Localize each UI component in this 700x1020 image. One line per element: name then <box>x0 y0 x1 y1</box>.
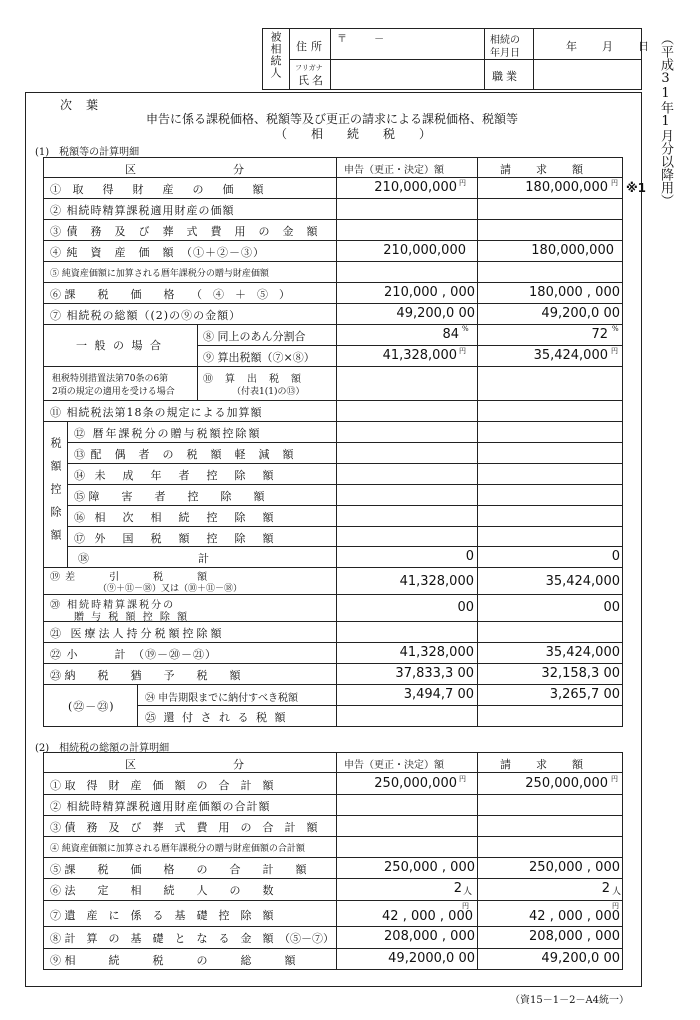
s1-row13-label: ⑬ 配 偶 者 の 税 額 軽 減 額 <box>74 448 295 461</box>
general-case-label: 一 般 の 場 合 <box>76 339 163 352</box>
s1-row22-declared[interactable]: 41,328,000 <box>399 645 474 660</box>
s2-row5-label: ⑤ 課 税 価 格 の 合 計 額 <box>50 863 307 876</box>
s1-row20-declared[interactable]: 00 <box>457 600 474 615</box>
s2-row9-claim[interactable]: 49,200,0 00 <box>541 951 620 966</box>
s1-row20-claim[interactable]: 00 <box>603 600 620 615</box>
form-title: 申告に係る課税価格、税額等及び更正の請求による課税価格、税額等 <box>146 112 519 126</box>
s1-col-claim: 請 求 額 <box>500 163 584 176</box>
s1-row6-declared[interactable]: 210,000 , 000 <box>384 285 475 300</box>
s1-row18-label: ⑱ 計 <box>78 552 210 565</box>
s1-row11-label: ⑪ 相続税法第18条の規定による加算額 <box>50 406 263 419</box>
note-mark: ※1 <box>626 181 647 195</box>
s1-row6-label: ⑥ 課 税 価 格 （ ④ ＋ ⑤ ） <box>50 288 290 301</box>
s2-row9-declared[interactable]: 49,2000,0 00 <box>388 951 475 966</box>
s1-row7-label: ⑦ 相続税の総額（(2)の⑨の金額） <box>50 309 242 322</box>
s1-row19-label-1: ⑲ 差 引 税 額 <box>50 572 209 583</box>
s2-col-claim: 請 求 額 <box>500 758 584 771</box>
s1-row4-declared[interactable]: 210,000,000 <box>383 243 466 258</box>
group-22-23-label: (㉒－㉓) <box>68 700 115 713</box>
inherit-date-label-2: 年月日 <box>490 48 520 59</box>
s1-row25-label: ㉕ 還 付 さ れ る 税 額 <box>145 711 288 724</box>
s1-row24-label: ㉔ 申告期限までに納付すべき税額 <box>145 693 298 704</box>
s1-row8-label: ⑧ 同上のあん分割合 <box>203 330 306 343</box>
yen-unit: 円 <box>459 775 466 783</box>
s1-row9-declared[interactable]: 41,328,000 <box>382 348 457 363</box>
s2-row8-claim[interactable]: 208,000 , 000 <box>529 929 620 944</box>
s2-row8-declared[interactable]: 208,000 , 000 <box>384 929 475 944</box>
s1-row1-claim[interactable]: 180,000,000 <box>525 180 608 195</box>
s1-row24-claim[interactable]: 3,265,7 00 <box>549 687 620 702</box>
address-label: 住所 <box>296 40 326 53</box>
postal-mark: 〒 － <box>337 34 386 45</box>
s2-row6-declared[interactable]: 2 <box>453 881 462 896</box>
s1-row19-claim[interactable]: 35,424,000 <box>545 574 620 589</box>
address-field[interactable] <box>331 29 483 58</box>
s2-row9-label: ⑨ 相 続 税 の 総 額 <box>50 954 296 967</box>
section1-heading: (1) 税額等の計算明細 <box>35 147 140 158</box>
s2-row1-declared[interactable]: 250,000,000 <box>374 776 457 791</box>
s2-row6-claim[interactable]: 2 <box>601 881 610 896</box>
s1-row7-declared[interactable]: 49,200,0 00 <box>396 306 475 321</box>
s1-row9-label: ⑨ 算出税額（⑦×⑧） <box>203 351 315 364</box>
side-note: （平成31年1月分以降用） <box>658 32 673 207</box>
special-case-label-1: 租税特別措置法第70条の6第 <box>52 374 169 384</box>
s2-row7-claim[interactable]: 42 , 000 , 000 <box>529 909 620 924</box>
s2-col-declared: 申告（更正・決定）額 <box>344 760 444 771</box>
decedent-vertical-label: 被相続人 <box>269 31 282 79</box>
s1-row8-claim[interactable]: 72 <box>591 327 608 342</box>
s1-row1-declared[interactable]: 210,000,000 <box>374 180 457 195</box>
yen-unit: 円 <box>459 347 466 355</box>
occupation-field[interactable] <box>534 60 641 89</box>
s1-row3-label: ③ 債 務 及 び 葬 式 費 用 の 金 額 <box>50 225 319 238</box>
occupation-label: 職業 <box>492 70 520 83</box>
s2-row7-label: ⑦ 遺 産 に 係 る 基 礎 控 除 額 <box>50 909 274 922</box>
name-label: 氏名 <box>298 74 326 87</box>
s1-row18-claim[interactable]: 0 <box>611 549 620 564</box>
s2-col-category: 区 分 <box>125 758 245 771</box>
s1-row12-label: ⑫ 暦年課税分の贈与税額控除額 <box>74 427 262 440</box>
name-field[interactable] <box>331 60 483 89</box>
s1-row2-label: ② 相続時精算課税適用財産の価額 <box>50 204 235 217</box>
s1-row19-declared[interactable]: 41,328,000 <box>399 574 474 589</box>
s2-row3-label: ③ 債 務 及 び 葬 式 費 用 の 合 計 額 <box>50 821 318 834</box>
s1-row16-label: ⑯ 相 次 相 続 控 除 額 <box>74 511 277 524</box>
s1-row4-label: ④ 純 資 産 価 額 （①＋②－③） <box>50 246 265 259</box>
s1-row14-label: ⑭ 未 成 年 者 控 除 額 <box>74 469 277 482</box>
date-field[interactable]: 年 月 日 <box>566 40 650 53</box>
furigana-label: フリガナ <box>295 64 323 72</box>
s1-row23-declared[interactable]: 37,833,3 00 <box>395 666 474 681</box>
persons-unit: 人 <box>463 887 474 897</box>
yen-unit: 円 <box>611 179 618 187</box>
s1-row10-label-2: （付表1(1)の⑬） <box>232 387 305 397</box>
s1-row1-label: ① 取 得 財 産 の 価 額 <box>50 183 268 196</box>
yen-unit: 円 <box>462 902 469 910</box>
s1-row20-label-2: 贈 与 税 額 控 除 額 <box>62 612 190 623</box>
form-subtitle: （ 相 続 税 ） <box>275 127 432 141</box>
s1-row10-label-1: ⑩ 算 出 税 額 <box>203 374 302 385</box>
s1-row5-label: ⑤ 純資産価額に加算される暦年課税分の贈与財産価額 <box>50 269 269 279</box>
subpage-label: 次 葉 <box>60 98 100 112</box>
s1-row21-label: ㉑ 医療法人持分税額控除額 <box>50 627 225 640</box>
s1-row9-claim[interactable]: 35,424,000 <box>533 348 608 363</box>
s2-row1-label: ① 取 得 財 産 価 額 の 合 計 額 <box>50 779 274 792</box>
s1-row8-declared[interactable]: 84 <box>442 327 459 342</box>
persons-unit: 人 <box>612 887 623 897</box>
special-case-label-2: 2項の規定の適用を受ける場合 <box>52 387 175 397</box>
percent-unit: % <box>462 325 469 333</box>
s1-row24-declared[interactable]: 3,494,7 00 <box>403 687 474 702</box>
s1-row7-claim[interactable]: 49,200,0 00 <box>541 306 620 321</box>
s1-row4-claim[interactable]: 180,000,000 <box>531 243 614 258</box>
s1-row19-label-2: （⑨＋⑪－⑱）又は（⑩＋⑪－⑱） <box>98 584 243 594</box>
inherit-date-label-1: 相続の <box>490 35 520 46</box>
s1-col-category: 区 分 <box>125 163 245 176</box>
s2-row7-declared[interactable]: 42 , 000 , 000 <box>382 909 473 924</box>
deduction-vertical-label: 税額控除額 <box>49 437 62 552</box>
s1-row18-declared[interactable]: 0 <box>465 549 474 564</box>
yen-unit: 円 <box>612 902 619 910</box>
s1-row22-label: ㉒ 小 計 （⑲－⑳－㉑） <box>50 648 217 661</box>
s1-row20-label-1: ⑳ 相続時精算課税分の <box>50 600 176 611</box>
s1-row17-label: ⑰ 外 国 税 額 控 除 額 <box>74 532 277 545</box>
s2-row5-claim[interactable]: 250,000 , 000 <box>529 860 620 875</box>
s1-row6-claim[interactable]: 180,000 , 000 <box>529 285 620 300</box>
s2-row8-label: ⑧ 計 算 の 基 礎 と な る 金 額 （⑤－⑦） <box>50 932 334 945</box>
s2-row1-claim[interactable]: 250,000,000 <box>525 776 608 791</box>
s2-row2-label: ② 相続時精算課税適用財産価額の合計額 <box>50 800 271 813</box>
s2-row4-label: ④ 純資産価額に加算される暦年課税分の贈与財産価額の合計額 <box>50 844 305 854</box>
yen-unit: 円 <box>611 775 618 783</box>
yen-unit: 円 <box>459 179 466 187</box>
s1-row15-label: ⑮ 障 害 者 控 除 額 <box>74 490 265 503</box>
s2-row5-declared[interactable]: 250,000 , 000 <box>384 860 475 875</box>
section2-heading: (2) 相続税の総額の計算明細 <box>35 743 170 754</box>
s2-row6-label: ⑥ 法 定 相 続 人 の 数 <box>50 884 274 897</box>
s1-col-declared: 申告（更正・決定）額 <box>344 165 444 176</box>
percent-unit: % <box>612 325 619 333</box>
yen-unit: 円 <box>611 347 618 355</box>
s1-row23-label: ㉓ 納 税 猶 予 税 額 <box>50 669 241 682</box>
form-code-footer: （資15－1－2－A4統一） <box>510 995 630 1006</box>
s1-row23-claim[interactable]: 32,158,3 00 <box>541 666 620 681</box>
s1-row22-claim[interactable]: 35,424,000 <box>545 645 620 660</box>
